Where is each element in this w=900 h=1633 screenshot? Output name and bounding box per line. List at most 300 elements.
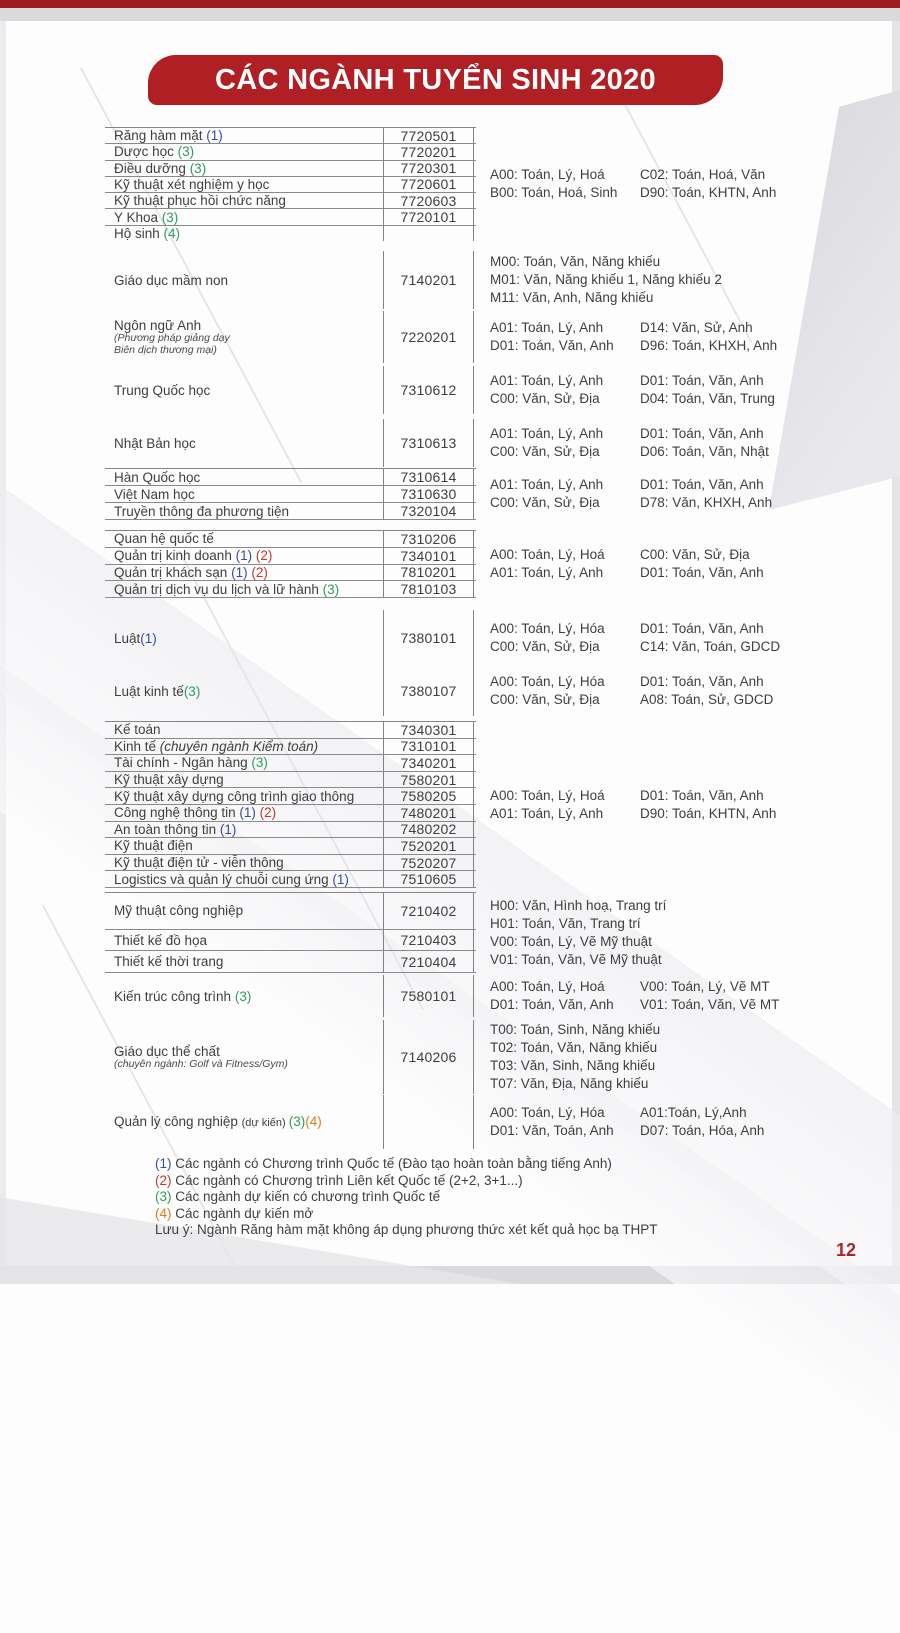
text-segment: Hộ sinh xyxy=(114,225,164,241)
major-name xyxy=(105,226,384,241)
table-row xyxy=(105,1095,476,1149)
major-name-text xyxy=(114,565,383,580)
major-name xyxy=(105,311,384,363)
table-row xyxy=(105,581,476,598)
table-section xyxy=(105,666,895,716)
major-name-text xyxy=(114,318,383,333)
major-name-text xyxy=(114,684,383,699)
combo-row xyxy=(490,319,777,337)
major-code: 7210403 xyxy=(384,930,474,951)
major-name xyxy=(105,128,384,143)
major-code: 7340201 xyxy=(384,755,474,771)
major-code: 7380101 xyxy=(384,610,474,666)
text-segment: Logistics và quản lý chuỗi cung ứng xyxy=(114,871,333,887)
note-marker: (2) xyxy=(251,564,268,580)
combo-item: A01: Toán, Lý, Anh xyxy=(490,477,604,492)
combo-row xyxy=(490,289,722,307)
note-marker: (3) xyxy=(161,209,179,225)
combo-item: D14: Văn, Sử, Anh xyxy=(640,320,753,335)
table-row xyxy=(105,193,476,209)
major-name xyxy=(105,177,384,192)
combo-row xyxy=(490,425,769,443)
major-name xyxy=(105,975,384,1017)
table-row xyxy=(105,805,476,822)
note-marker: (2) xyxy=(255,548,273,564)
footnote xyxy=(155,1156,658,1173)
major-name xyxy=(105,1020,384,1094)
table-left-columns xyxy=(105,127,476,241)
combo-item: D07: Toán, Hóa, Anh xyxy=(640,1123,765,1138)
table-section xyxy=(105,468,895,520)
major-name-text xyxy=(114,210,383,225)
note-marker: (4) xyxy=(163,225,181,241)
note-marker: (2) xyxy=(259,805,277,821)
combo-item: D90: Toán, KHTN, Anh xyxy=(640,185,777,200)
major-name xyxy=(105,1095,384,1149)
major-subtitle: (Phương pháp giảng dạy xyxy=(114,332,230,344)
combo-item: D01: Toán, Văn, Anh xyxy=(640,674,764,689)
text-segment: Kỹ thuật xây dựng công trình giao thông xyxy=(114,788,355,804)
footnote-marker: (1) xyxy=(155,1156,172,1171)
note-marker: (1) xyxy=(140,630,157,646)
combo-block xyxy=(490,787,776,823)
table-section xyxy=(105,311,895,363)
major-name xyxy=(105,838,384,854)
combo-item: C02: Toán, Hoá, Văn xyxy=(640,167,766,182)
major-subtitle: (chuyên ngành: Golf và Fitness/Gym) xyxy=(114,1057,288,1070)
table-left-columns xyxy=(105,366,476,414)
major-code: 7310630 xyxy=(384,486,474,502)
table-left-columns xyxy=(105,468,476,520)
combo-row xyxy=(490,253,722,271)
footnote xyxy=(155,1222,658,1239)
combo-item: B00: Toán, Hoá, Sinh xyxy=(490,185,618,200)
major-code: 7580201 xyxy=(384,772,474,788)
table-row xyxy=(105,666,476,716)
footnote-marker: (4) xyxy=(155,1205,172,1221)
major-name xyxy=(105,419,384,467)
footnotes-block xyxy=(155,1156,658,1239)
note-marker: (3) xyxy=(189,160,207,176)
combo-item: C14: Văn, Toán, GDCD xyxy=(640,639,781,654)
table-section xyxy=(105,1020,895,1094)
text-segment: Tài chính - Ngân hàng xyxy=(114,755,252,771)
footnote-text: Lưu ý: Ngành Răng hàm mặt không áp dụng phương thức xét kết quả học bạ THPT xyxy=(155,1222,658,1237)
combo-item: D01: Toán, Văn, Anh xyxy=(490,997,614,1012)
combo-item: D96: Toán, KHXH, Anh xyxy=(640,338,778,353)
major-name-text xyxy=(114,903,383,918)
combo-row xyxy=(490,620,780,638)
text-segment: Thiết kế đồ họa xyxy=(114,932,208,948)
table-left-columns xyxy=(105,1095,476,1149)
footnote-text: Các ngành có Chương trình Quốc tế (Đào tạo hoàn toàn bằng tiếng Anh) xyxy=(171,1156,612,1171)
major-name xyxy=(105,209,384,224)
major-code: 7480202 xyxy=(384,822,474,838)
combo-item: D01: Toán, Văn, Anh xyxy=(640,426,764,441)
table-row xyxy=(105,565,476,582)
combo-block xyxy=(490,253,722,307)
combo-row xyxy=(490,673,773,691)
note-marker: (1) xyxy=(332,871,349,887)
combo-item: D01: Toán, Văn, Anh xyxy=(640,787,764,803)
major-name-text xyxy=(114,548,383,563)
text-segment: Kinh tế xyxy=(114,738,160,754)
table-section xyxy=(105,610,895,666)
title-banner xyxy=(148,55,723,105)
table-left-columns xyxy=(105,311,476,363)
table-row xyxy=(105,722,476,739)
table-section xyxy=(105,127,895,241)
table-section xyxy=(105,1095,895,1149)
combo-item: H00: Văn, Hình hoạ, Trang trí xyxy=(490,897,667,913)
combo-item: V00: Toán, Lý, Vẽ Mỹ thuật xyxy=(490,933,652,949)
major-name xyxy=(105,871,384,887)
combo-row xyxy=(490,638,780,656)
text-segment: Truyền thông đa phương tiện xyxy=(114,503,290,519)
page-number: 12 xyxy=(836,1240,857,1260)
combo-row xyxy=(490,1104,764,1122)
major-name xyxy=(105,548,384,564)
note-marker: (4) xyxy=(305,1113,322,1129)
combo-row xyxy=(490,978,779,996)
combo-row xyxy=(490,805,776,823)
major-name xyxy=(105,805,384,821)
table-left-columns xyxy=(105,975,476,1017)
major-name xyxy=(105,951,384,972)
major-code: 7810201 xyxy=(384,565,474,581)
combo-row xyxy=(490,1057,660,1075)
text-segment: Ngôn ngữ Anh xyxy=(114,318,202,333)
combo-block xyxy=(490,620,780,656)
combo-item: C00: Văn, Sử, Địa xyxy=(490,639,600,654)
table-row xyxy=(105,226,476,241)
table-left-columns xyxy=(105,530,476,598)
major-code: 7510605 xyxy=(384,871,474,887)
table-left-columns xyxy=(105,1020,476,1094)
major-name xyxy=(105,772,384,788)
combo-row xyxy=(490,494,772,512)
combo-row xyxy=(490,1075,660,1093)
table-row xyxy=(105,739,476,756)
major-code: 7520207 xyxy=(384,855,474,871)
major-name-text xyxy=(114,855,383,870)
major-code: 7720601 xyxy=(384,177,474,192)
major-code: 7140206 xyxy=(384,1020,474,1094)
major-code: 7320104 xyxy=(384,503,474,519)
major-name-text xyxy=(114,128,383,143)
combo-item: C00: Văn, Sử, Địa xyxy=(490,444,600,459)
combo-block xyxy=(490,476,772,512)
footnote xyxy=(155,1189,658,1206)
major-name xyxy=(105,610,384,666)
note-marker: (1) xyxy=(239,805,260,821)
major-name-text xyxy=(114,383,383,398)
major-code: 7310613 xyxy=(384,419,474,467)
major-name-text xyxy=(114,954,383,969)
page-title: CÁC NGÀNH TUYỂN SINH 2020 xyxy=(215,63,656,96)
table-row xyxy=(105,419,476,467)
text-segment: Dược học xyxy=(114,144,178,160)
major-name-text xyxy=(114,772,383,787)
major-name xyxy=(105,855,384,871)
major-name xyxy=(105,503,384,519)
note-marker: (3) xyxy=(183,683,201,699)
major-code: 7340101 xyxy=(384,548,474,564)
text-segment: Mỹ thuật công nghiệp xyxy=(114,903,244,919)
table-row xyxy=(105,311,476,363)
text-segment: Y Khoa xyxy=(114,209,162,225)
note-marker: (3) xyxy=(177,144,195,160)
combo-row xyxy=(490,337,777,355)
table-section xyxy=(105,419,895,467)
combo-block xyxy=(490,978,779,1014)
table-row xyxy=(105,531,476,548)
major-name-text xyxy=(114,193,383,208)
major-name-text xyxy=(114,470,383,485)
text-segment: Nhật Bản học xyxy=(114,435,196,451)
major-name-text xyxy=(114,144,383,159)
major-name-text xyxy=(114,273,383,288)
combo-row xyxy=(490,1021,660,1039)
text-segment: Thiết kế thời trang xyxy=(114,954,224,970)
table-row xyxy=(105,838,476,855)
table-row xyxy=(105,951,476,973)
note-marker: (3) xyxy=(234,988,252,1004)
combo-item: A00: Toán, Lý, Hoá xyxy=(490,979,605,994)
table-section xyxy=(105,892,895,973)
combo-item: M11: Văn, Anh, Năng khiếu xyxy=(490,290,654,305)
table-row xyxy=(105,822,476,839)
combo-block xyxy=(490,1021,660,1093)
combo-item: A00: Toán, Lý, Hóa xyxy=(490,674,605,689)
combo-row xyxy=(490,271,722,289)
major-name xyxy=(105,565,384,581)
table-section xyxy=(105,366,895,414)
text-segment: Quản trị kinh doanh xyxy=(114,548,236,564)
table-left-columns xyxy=(105,666,476,716)
combo-item: T00: Toán, Sinh, Năng khiếu xyxy=(490,1022,661,1037)
note-marker: (1) xyxy=(219,821,237,837)
major-name-text xyxy=(114,631,383,646)
combo-item: D01: Toán, Văn, Anh xyxy=(640,565,764,580)
combo-item: D78: Văn, KHXH, Anh xyxy=(640,495,773,510)
combo-row xyxy=(490,915,666,933)
combo-block xyxy=(490,673,773,709)
major-code: 7310612 xyxy=(384,366,474,414)
combo-item: C00: Văn, Sử, Địa xyxy=(490,495,600,510)
text-segment: An toàn thông tin xyxy=(114,821,220,837)
text-segment: Hàn Quốc học xyxy=(114,469,201,485)
major-name-text xyxy=(114,805,383,820)
table-left-columns xyxy=(105,610,476,666)
major-code: 7720301 xyxy=(384,161,474,176)
text-segment: Răng hàm mặt xyxy=(114,128,207,144)
table-row xyxy=(105,1020,476,1094)
combo-item: A01: Toán, Lý, Anh xyxy=(490,565,604,580)
combo-block xyxy=(490,372,775,408)
combo-row xyxy=(490,691,773,709)
text-segment: (dự kiến) xyxy=(241,1116,289,1129)
footnote-text: Các ngành dự kiến có chương trình Quốc tế xyxy=(171,1189,441,1204)
major-code: 7220201 xyxy=(384,311,474,363)
text-segment: (chuyên ngành Kiểm toán) xyxy=(159,738,319,754)
footnote xyxy=(155,1206,658,1223)
combo-row xyxy=(490,476,772,494)
text-segment: Luật kinh tế xyxy=(114,683,184,699)
table-row xyxy=(105,975,476,1017)
major-name-text xyxy=(114,436,383,451)
combo-row xyxy=(490,951,666,969)
combo-item: A01: Toán, Lý, Anh xyxy=(490,320,604,335)
text-segment: Quản trị khách sạn xyxy=(114,564,232,580)
text-segment: Quản trị dịch vụ du lịch và lữ hành xyxy=(114,581,323,597)
major-name-text xyxy=(114,822,383,837)
table-row xyxy=(105,209,476,225)
combo-item: D01: Toán, Văn, Anh xyxy=(640,373,764,388)
table-row xyxy=(105,930,476,952)
major-name xyxy=(105,366,384,414)
combo-item: D01: Văn, Toán, Anh xyxy=(490,1123,614,1138)
major-name-text xyxy=(114,177,383,192)
table-row xyxy=(105,251,476,309)
combo-item: V01: Toán, Văn, Vẽ MT xyxy=(640,997,780,1012)
text-segment: Công nghệ thông tin xyxy=(114,805,240,821)
major-code: 7210402 xyxy=(384,893,474,929)
combo-block xyxy=(490,425,769,461)
major-name-text xyxy=(114,739,383,754)
text-segment: Việt Nam học xyxy=(114,486,195,502)
combo-row xyxy=(490,546,764,564)
major-name-text xyxy=(114,531,383,546)
combo-row xyxy=(490,390,775,408)
major-subtitle: Biên dịch thương mại) xyxy=(114,343,217,356)
footnote xyxy=(155,1173,658,1190)
text-segment: Luật xyxy=(114,630,141,646)
combo-item: D01: Toán, Văn, Anh xyxy=(490,338,614,353)
combo-item: C00: Văn, Sử, Địa xyxy=(640,547,750,562)
combo-item: A01: Toán, Lý, Anh xyxy=(490,805,604,821)
major-name xyxy=(105,144,384,159)
major-name xyxy=(105,739,384,755)
combo-item: A00: Toán, Lý, Hóa xyxy=(490,1105,605,1120)
major-name xyxy=(105,581,384,597)
note-marker: (3) xyxy=(322,581,340,597)
table-section xyxy=(105,975,895,1017)
major-name-text xyxy=(114,989,383,1004)
table-row xyxy=(105,855,476,872)
combo-row xyxy=(490,1039,660,1057)
table-left-columns xyxy=(105,721,476,888)
major-code: 7340301 xyxy=(384,722,474,738)
table-row xyxy=(105,469,476,486)
major-name xyxy=(105,193,384,208)
combo-item: D01: Toán, Văn, Anh xyxy=(640,621,764,636)
combo-item: A00: Toán, Lý, Hoá xyxy=(490,167,605,182)
combo-row xyxy=(490,443,769,461)
major-name-text xyxy=(114,1044,383,1059)
combo-item: A08: Toán, Sử, GDCD xyxy=(640,692,774,707)
combo-item: A01:Toán, Lý,Anh xyxy=(640,1105,747,1120)
major-name-text xyxy=(114,487,383,502)
text-segment: Kỹ thuật điện tử - viễn thông xyxy=(114,855,284,871)
major-name xyxy=(105,469,384,485)
major-name xyxy=(105,822,384,838)
major-name-text xyxy=(114,226,383,241)
table-left-columns xyxy=(105,251,476,309)
combo-item: T02: Toán, Văn, Năng khiếu xyxy=(490,1040,658,1055)
text-segment: Giáo dục thể chất xyxy=(114,1043,220,1059)
major-code xyxy=(384,226,474,241)
combo-row xyxy=(490,166,776,184)
combo-item: C00: Văn, Sử, Địa xyxy=(490,391,600,406)
major-code: 7140201 xyxy=(384,251,474,309)
major-code: 7720603 xyxy=(384,193,474,208)
major-code: 7580205 xyxy=(384,788,474,804)
text-segment: Quản lý công nghiệp xyxy=(114,1113,242,1129)
note-marker: (1) xyxy=(231,564,252,580)
major-name xyxy=(105,755,384,771)
table-left-columns xyxy=(105,419,476,467)
table-row xyxy=(105,128,476,144)
table-row xyxy=(105,161,476,177)
table-row xyxy=(105,144,476,160)
table-row xyxy=(105,610,476,666)
major-name-text xyxy=(114,933,383,948)
combo-row xyxy=(490,933,666,951)
combo-item: D90: Toán, KHTN, Anh xyxy=(640,805,777,821)
footnote-text: Các ngành có Chương trình Liên kết Quốc tế (2+2, 3+1...) xyxy=(171,1172,523,1188)
combo-row xyxy=(490,1122,764,1140)
footnote-text: Các ngành dự kiến mở xyxy=(171,1205,314,1221)
table-left-columns xyxy=(105,892,476,973)
combo-item: A00: Toán, Lý, Hoá xyxy=(490,547,605,562)
major-name xyxy=(105,930,384,951)
major-code xyxy=(384,1095,474,1149)
combo-row xyxy=(490,897,666,915)
combo-item: T03: Văn, Sinh, Năng khiếu xyxy=(490,1058,656,1073)
combo-item: V01: Toán, Văn, Vẽ Mỹ thuật xyxy=(490,951,662,967)
note-marker: (3) xyxy=(251,755,268,771)
footnote-marker: (3) xyxy=(155,1189,172,1204)
text-segment: Quan hệ quốc tế xyxy=(114,531,214,547)
combo-item: T07: Văn, Địa, Năng khiếu xyxy=(490,1076,649,1091)
table-section xyxy=(105,251,895,309)
major-name-text xyxy=(114,838,383,853)
major-code: 7580101 xyxy=(384,975,474,1017)
table-row xyxy=(105,755,476,772)
top-red-strip xyxy=(0,0,900,8)
major-code: 7210404 xyxy=(384,951,474,972)
text-segment: Giáo dục mầm non xyxy=(114,272,229,288)
major-name-text xyxy=(114,789,383,804)
table-section xyxy=(105,530,895,598)
table-row xyxy=(105,772,476,789)
table-row xyxy=(105,366,476,414)
combo-row xyxy=(490,787,776,805)
note-marker: (1) xyxy=(206,128,223,144)
table-row xyxy=(105,893,476,930)
combo-block xyxy=(490,546,764,582)
major-name-text xyxy=(114,504,383,519)
text-segment: Kỹ thuật xét nghiệm y học xyxy=(114,176,270,192)
major-code: 7720201 xyxy=(384,144,474,159)
major-code: 7380107 xyxy=(384,666,474,716)
combo-item: V00: Toán, Lý, Vẽ MT xyxy=(640,979,770,994)
major-name xyxy=(105,251,384,309)
major-name xyxy=(105,788,384,804)
text-segment: Điều dưỡng xyxy=(114,160,190,176)
combo-block xyxy=(490,166,776,202)
